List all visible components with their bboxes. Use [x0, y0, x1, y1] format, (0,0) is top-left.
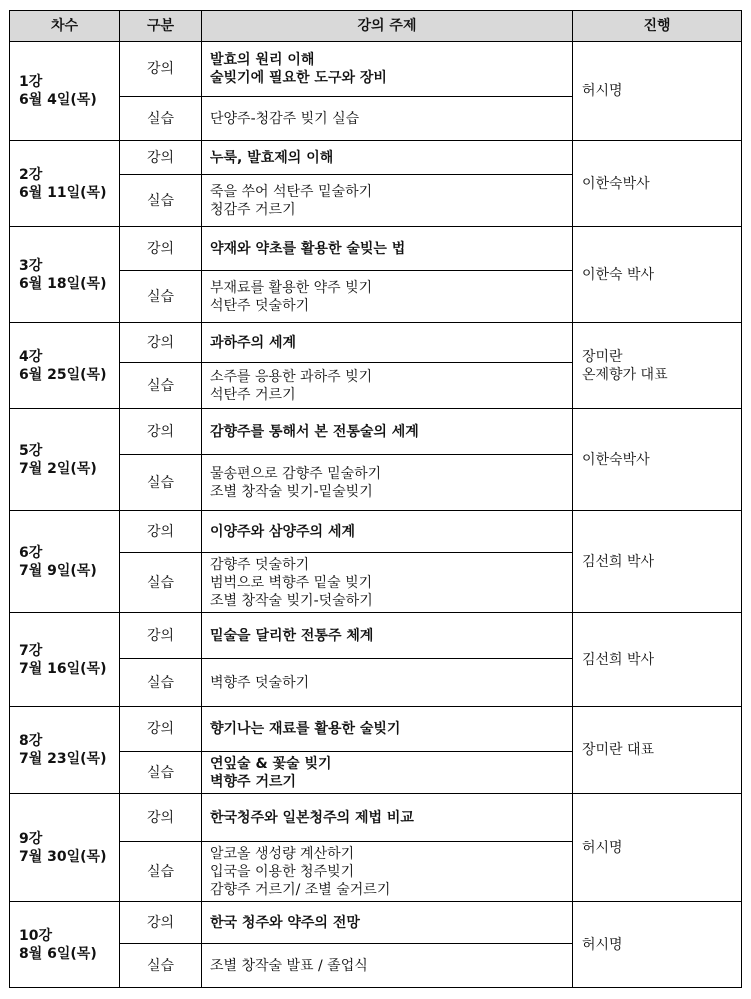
text-line: 물송편으로 감향주 밑술하기 [210, 465, 382, 482]
practice-topic [202, 97, 573, 141]
table-row [10, 141, 742, 175]
type-lecture: 강의 [120, 42, 202, 97]
lecture-topic [202, 902, 573, 944]
instructor-cell [573, 794, 742, 902]
text-line: 부재료를 활용한 약주 빚기 [210, 279, 373, 296]
text-line: 김선희 박사 [582, 553, 655, 570]
table-row [10, 42, 742, 97]
text-line: 벽향주 거르기 [210, 773, 297, 790]
text-line: 이한숙 박사 [582, 266, 655, 283]
instructor-cell [573, 323, 742, 409]
lecture-topic [202, 511, 573, 553]
lecture-schedule-table [9, 10, 742, 988]
lecture-topic [202, 141, 573, 175]
text-line: 알코올 생성량 계산하기 [210, 845, 355, 862]
type-lecture: 강의 [120, 613, 202, 659]
lecture-topic [202, 794, 573, 842]
table-row [10, 794, 742, 842]
session-date: 7월 9일(목) [19, 562, 97, 579]
instructor-cell [573, 227, 742, 323]
text-line: 석탄주 덧술하기 [210, 297, 310, 314]
session-number: 10강 [19, 927, 53, 944]
text-line: 청감주 거르기 [210, 201, 296, 218]
text-line: 단양주-청감주 빚기 실습 [210, 110, 360, 127]
text-line: 감향주 덧술하기 [210, 556, 310, 573]
text-line: 벽향주 덧술하기 [210, 674, 310, 691]
text-line: 석탄주 거르기 [210, 386, 296, 403]
text-line: 한국청주와 일본청주의 제법 비교 [210, 809, 414, 826]
text-line: 술빚기에 필요한 도구와 장비 [210, 70, 387, 86]
session-number: 2강 [19, 166, 43, 183]
text-line: 이한숙박사 [582, 175, 650, 192]
session-date: 6월 4일(목) [19, 92, 97, 108]
lecture-topic [202, 323, 573, 363]
header-lead: 진행 [573, 11, 742, 42]
session-number: 1강 [19, 74, 43, 90]
type-lecture: 강의 [120, 511, 202, 553]
text-line: 연잎술 & 꽃술 빚기 [210, 755, 332, 772]
text-line: 감향주 거르기/ 조별 술거르기 [210, 881, 391, 898]
lecture-topic [202, 613, 573, 659]
text-line: 장미란 대표 [582, 742, 655, 758]
practice-topic [202, 175, 573, 227]
lecture-topic [202, 409, 573, 455]
text-line: 김선희 박사 [582, 651, 655, 668]
type-practice: 실습 [120, 842, 202, 902]
instructor-cell [573, 613, 742, 707]
table-row [10, 409, 742, 455]
session-date: 6월 18일(목) [19, 275, 107, 292]
instructor-cell [573, 902, 742, 988]
session-cell [10, 902, 120, 988]
table-row [10, 613, 742, 659]
header-topic: 강의 주제 [202, 11, 573, 42]
session-cell [10, 707, 120, 794]
instructor-cell [573, 141, 742, 227]
text-line: 향기나는 재료를 활용한 술빚기 [210, 721, 401, 737]
type-lecture: 강의 [120, 902, 202, 944]
text-line: 장미란 [582, 348, 623, 365]
instructor-cell [573, 511, 742, 613]
session-number: 8강 [19, 733, 43, 749]
header-type: 구분 [120, 11, 202, 42]
practice-topic [202, 363, 573, 409]
text-line: 허시명 [582, 839, 623, 856]
type-practice: 실습 [120, 175, 202, 227]
type-lecture: 강의 [120, 227, 202, 271]
lecture-topic [202, 227, 573, 271]
session-number: 4강 [19, 348, 43, 365]
text-line: 약재와 약초를 활용한 술빚는 법 [210, 240, 406, 257]
type-practice: 실습 [120, 752, 202, 794]
type-lecture: 강의 [120, 323, 202, 363]
type-practice: 실습 [120, 271, 202, 323]
table-row [10, 707, 742, 752]
text-line: 범벅으로 벽향주 밑술 빚기 [210, 574, 373, 591]
text-line: 이한숙박사 [582, 451, 650, 468]
session-date: 7월 16일(목) [19, 660, 107, 677]
type-practice: 실습 [120, 363, 202, 409]
session-number: 3강 [19, 257, 43, 274]
instructor-cell [573, 707, 742, 794]
session-cell [10, 409, 120, 511]
type-lecture: 강의 [120, 141, 202, 175]
session-number: 9강 [19, 830, 43, 847]
text-line: 이양주와 삼양주의 세계 [210, 523, 355, 540]
text-line: 조별 창작술 빚기-밑술빚기 [210, 483, 373, 500]
table-row [10, 511, 742, 553]
text-line: 과하주의 세계 [210, 334, 297, 351]
practice-topic [202, 842, 573, 902]
session-cell [10, 613, 120, 707]
text-line: 한국 청주와 약주의 전망 [210, 914, 360, 931]
type-lecture: 강의 [120, 794, 202, 842]
type-lecture: 강의 [120, 409, 202, 455]
instructor-cell [573, 42, 742, 141]
practice-topic [202, 553, 573, 613]
practice-topic [202, 271, 573, 323]
session-cell [10, 227, 120, 323]
session-cell [10, 42, 120, 141]
table-row [10, 323, 742, 363]
text-line: 소주를 응용한 과하주 빚기 [210, 368, 373, 385]
session-cell [10, 511, 120, 613]
practice-topic [202, 752, 573, 794]
table-row [10, 227, 742, 271]
type-practice: 실습 [120, 97, 202, 141]
type-practice: 실습 [120, 659, 202, 707]
session-number: 5강 [19, 442, 43, 459]
type-lecture: 강의 [120, 707, 202, 752]
text-line: 입국을 이용한 청주빚기 [210, 863, 355, 880]
text-line: 죽을 쑤어 석탄주 밑술하기 [210, 183, 373, 200]
schedule-body [10, 42, 742, 988]
header-session: 차수 [10, 11, 120, 42]
practice-topic [202, 455, 573, 511]
session-cell [10, 141, 120, 227]
table-row [10, 902, 742, 944]
text-line: 발효의 원리 이해 [210, 52, 315, 68]
type-practice: 실습 [120, 455, 202, 511]
lecture-topic [202, 42, 573, 97]
session-cell [10, 323, 120, 409]
session-cell [10, 794, 120, 902]
text-line: 누룩, 발효제의 이해 [210, 149, 334, 166]
type-practice: 실습 [120, 944, 202, 988]
session-date: 6월 11일(목) [19, 184, 107, 201]
instructor-cell [573, 409, 742, 511]
text-line: 허시명 [582, 936, 623, 953]
lecture-topic [202, 707, 573, 752]
session-date: 7월 2일(목) [19, 460, 97, 477]
session-date: 8월 6일(목) [19, 945, 97, 962]
type-practice: 실습 [120, 553, 202, 613]
text-line: 조별 창작술 빚기-덧술하기 [210, 592, 373, 609]
text-line: 허시명 [582, 83, 623, 99]
practice-topic [202, 659, 573, 707]
text-line: 조별 창작술 발표 / 졸업식 [210, 957, 368, 974]
session-date: 7월 23일(목) [19, 751, 107, 767]
practice-topic [202, 944, 573, 988]
text-line: 온제향가 대표 [582, 366, 668, 383]
session-date: 6월 25일(목) [19, 366, 107, 383]
session-date: 7월 30일(목) [19, 848, 107, 865]
header-row [10, 11, 742, 42]
session-number: 6강 [19, 544, 43, 561]
text-line: 감향주를 통해서 본 전통술의 세계 [210, 423, 419, 440]
text-line: 밑술을 달리한 전통주 체계 [210, 627, 374, 644]
session-number: 7강 [19, 642, 43, 659]
